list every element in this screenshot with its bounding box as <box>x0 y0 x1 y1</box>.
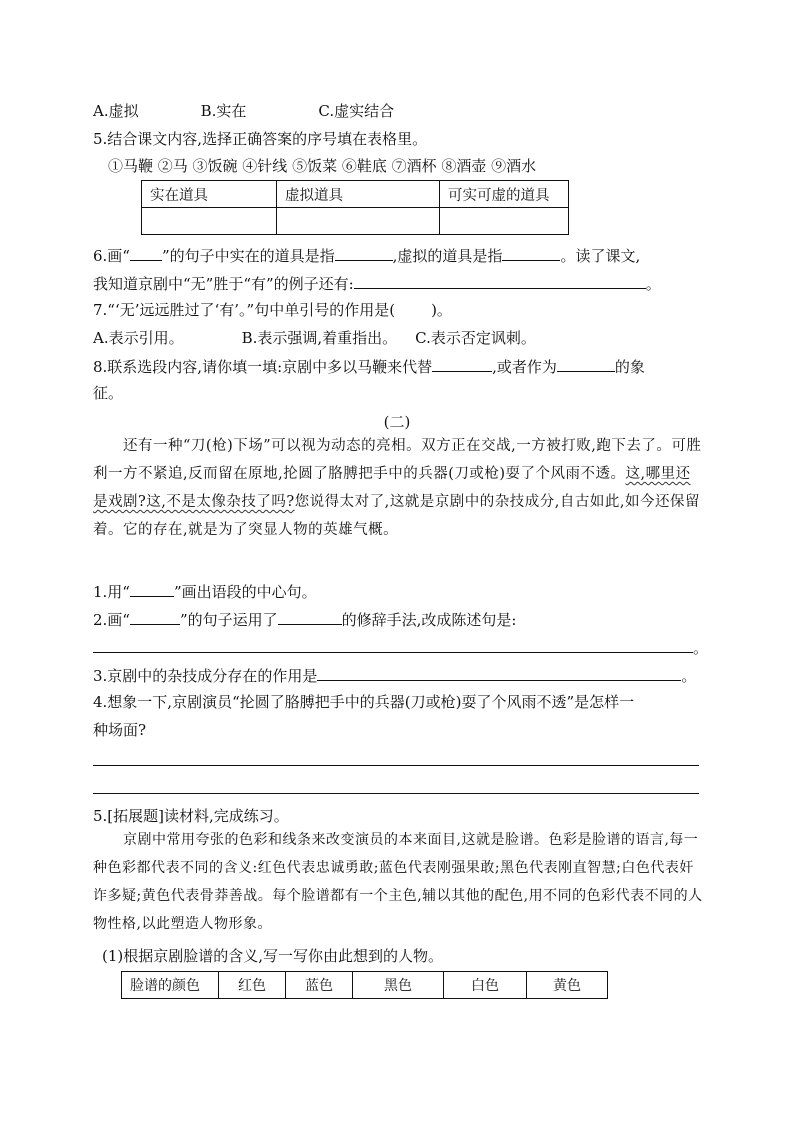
answer-blank[interactable] <box>335 244 393 261</box>
sec2-q5-title: 5.[拓展题]读材料,完成练习。 <box>93 807 289 825</box>
q8-line1: 8.联系选段内容,请你填一填:京剧中多以马鞭来代替 ,或者作为 的象 <box>93 355 645 377</box>
sec2-q1: 1.用“ ”画出语段的中心句。 <box>93 580 317 602</box>
answer-blank[interactable] <box>278 608 342 625</box>
wavy-underlined-sentence: 这,哪里还是戏剧?这,不是太像杂技了吗? <box>93 466 691 510</box>
answer-cell-virtual[interactable] <box>277 208 440 235</box>
color-blue: 蓝色 <box>286 972 353 999</box>
option-a: A.虚拟 <box>93 102 139 120</box>
underline-sample <box>130 580 174 597</box>
wavy-line-sample <box>130 608 180 625</box>
q4-options <box>93 101 394 121</box>
sec2-q4-line1: 4.想象一下,京剧演员“抡圆了胳膊把手中的兵器(刀或枪)耍了个风雨不透”是怎样一 <box>93 693 635 711</box>
answer-blank[interactable] <box>93 636 693 653</box>
face-color-header: 脸谱的颜色 <box>122 972 219 999</box>
q6-line2: 我知道京剧中“无”胜于“有”的例子还有: 。 <box>93 272 661 294</box>
q5-choices: ①马鞭 ②马 ③饭碗 ④针线 ⑤饭菜 ⑥鞋底 ⑦酒杯 ⑧酒壶 ⑨酒水 <box>108 157 537 175</box>
answer-blank[interactable] <box>502 244 560 261</box>
color-white: 白色 <box>444 972 527 999</box>
sec2-q2: 2.画“ ”的句子运用了 的修辞手法,改成陈述句是: <box>93 608 516 630</box>
header-virtual-props: 虚拟道具 <box>277 181 440 208</box>
color-yellow: 黄色 <box>527 972 608 999</box>
underline-sample <box>130 244 162 261</box>
header-both-props: 可实可虚的道具 <box>440 181 569 208</box>
props-table <box>141 180 569 235</box>
q6-line1: 6.画“ ”的句子中实在的道具是指 ,虚拟的道具是指 。读了课文, <box>93 244 640 266</box>
answer-line[interactable] <box>93 793 699 794</box>
color-black: 黑色 <box>353 972 444 999</box>
color-red: 红色 <box>219 972 286 999</box>
option-c: C.虚实结合 <box>318 102 395 120</box>
answer-blank[interactable] <box>432 355 492 372</box>
option-b: B.实在 <box>200 102 247 120</box>
section-title: (二) <box>383 413 411 431</box>
face-color-table <box>121 971 608 999</box>
sub-question-1: (1)根据京剧脸谱的含义,写一写你由此想到的人物。 <box>102 947 444 965</box>
sec2-q2-answer: 。 <box>93 636 708 658</box>
answer-cell-real[interactable] <box>142 208 277 235</box>
q7-options: A.表示引用。 B.表示强调,着重指出。 C.表示否定讽刺。 <box>93 329 536 347</box>
passage: 还有一种“刀(枪)下场”可以视为动态的亮相。双方正在交战,一方被打败,跑下去了。可胜利一方不紧追,反而留在原地,抡圆了胳膊把手中的兵器(刀或枪)耍了个风雨不透。这,哪里还是戏剧?这,不是太像杂技了吗?您说得太对了,这就是京剧中的杂技成分,自古如此,如今还保留着。它的存在,就是为了突显人物的英雄气概。 <box>93 438 702 538</box>
material-passage: 京剧中常用夸张的色彩和线条来改变演员的本来面目,这就是脸谱。色彩是脸谱的语言,每一种色彩都代表不同的含义:红色代表忠诚勇敢;蓝色代表刚强果敢;黑色代表刚直智慧;白色代表奸诈多疑;黄色代表骨莽善战。每个脸谱都有一个主色,辅以其他的配色,用不同的色彩代表不同的人物性格,以此塑造人物形象。 <box>93 832 703 932</box>
answer-line[interactable] <box>93 765 699 766</box>
answer-blank[interactable] <box>354 272 646 289</box>
header-real-props: 实在道具 <box>142 181 277 208</box>
answer-cell-both[interactable] <box>440 208 569 235</box>
answer-blank[interactable] <box>317 664 681 681</box>
sec2-q3: 3.京剧中的杂技成分存在的作用是 。 <box>93 664 696 686</box>
q8-line2: 征。 <box>93 384 124 402</box>
sec2-q4-line2: 种场面? <box>93 721 147 739</box>
q7-prompt: 7.“‘无’远远胜过了‘有’。”句中单引号的作用是( )。 <box>93 301 452 319</box>
answer-blank[interactable] <box>557 355 615 372</box>
q5-prompt: 5.结合课文内容,选择正确答案的序号填在表格里。 <box>93 130 428 148</box>
